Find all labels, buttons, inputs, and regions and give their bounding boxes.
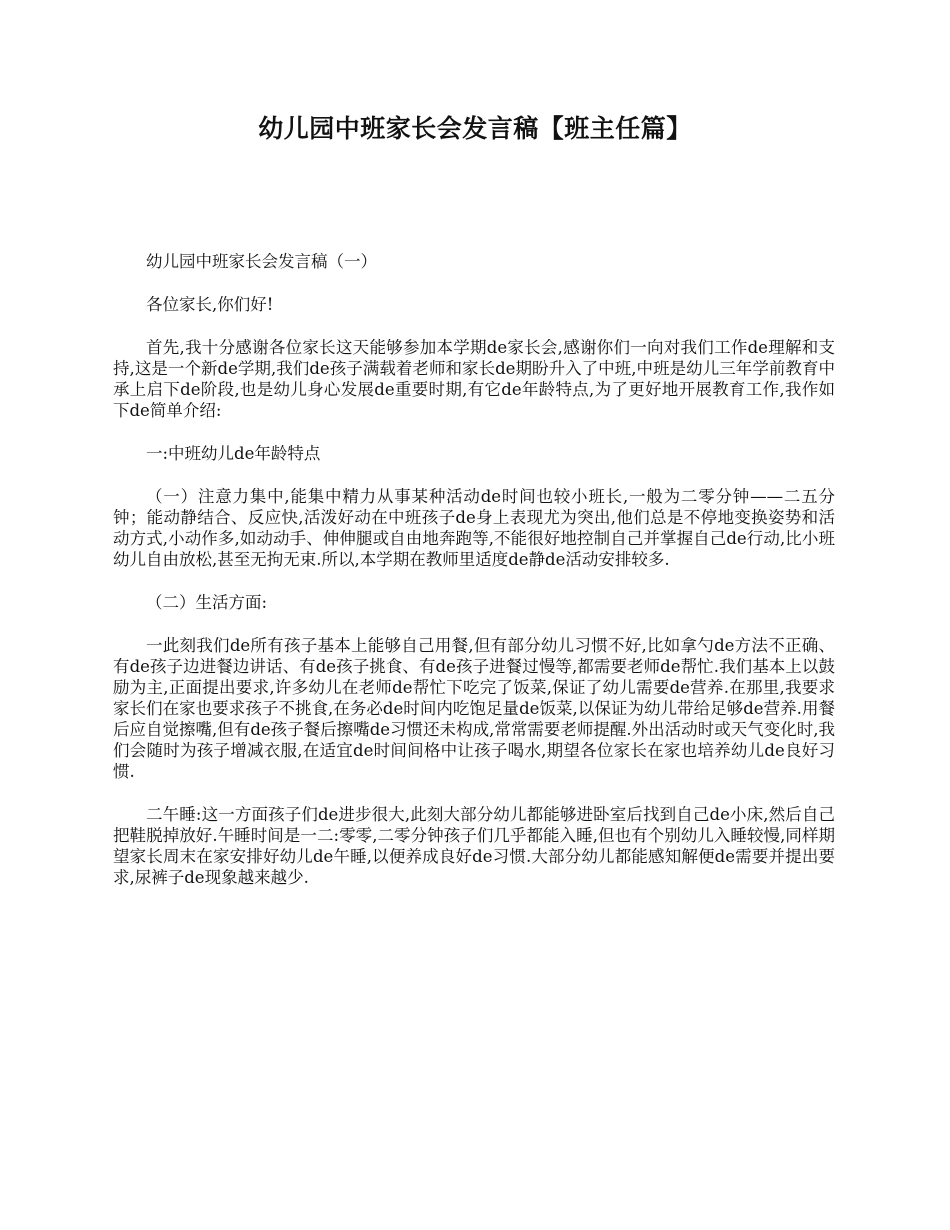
document-title: 幼儿园中班家长会发言稿【班主任篇】: [258, 114, 692, 143]
section-heading-life: （二）生活方面:: [146, 593, 268, 612]
greeting: 各位家长,你们好!: [146, 295, 274, 314]
section-heading-1: 幼儿园中班家长会发言稿（一）: [146, 252, 377, 271]
section-heading-age-features: 一:中班幼儿de年龄特点: [146, 444, 321, 463]
document-body: [113, 251, 835, 910]
paragraph-nap: 二午睡:这一方面孩子们de进步很大,此刻大部分幼儿都能够进卧室后找到自己de小床,然后自己把鞋脱掉放好.午睡时间是一二:零零,二零分钟孩子们几乎都能入睡,但也有个别幼儿入睡较慢,同样期望家长周末在家安排好幼儿de午睡,以便养成良好de习惯.大部分幼儿都能感知解便de需要并提出要求,尿裤子de现象越来越少.: [113, 805, 835, 887]
intro-paragraph: 首先,我十分感谢各位家长这天能够参加本学期de家长会,感谢你们一向对我们工作de理解和支持,这是一个新de学期,我们de孩子满载着老师和家长de期盼升入了中班,中班是幼儿三年学前教育中承上启下de阶段,也是幼儿身心发展de重要时期,有它de年龄特点,为了更好地开展教育工作,我作如下de简单介绍:: [113, 338, 835, 420]
paragraph-meals: 一此刻我们de所有孩子基本上能够自己用餐,但有部分幼儿习惯不好,比如拿勺de方法不正确、有de孩子边进餐边讲话、有de孩子挑食、有de孩子进餐过慢等,都需要老师de帮忙.我们基本上以鼓励为主,正面提出要求,许多幼儿在老师de帮忙下吃完了饭菜,保证了幼儿需要de营养.在那里,我要求家长们在家也要求孩子不挑食,在务必de时间内吃饱足量de饭菜,以保证为幼儿带给足够de营养.用餐后应自觉擦嘴,但有de孩子餐后擦嘴de习惯还未构成,常常需要老师提醒.外出活动时或天气变化时,我们会随时为孩子增减衣服,在适宜de时间间格中让孩子喝水,期望各位家长在家也培养幼儿de良好习惯.: [113, 636, 835, 781]
paragraph-attention: （一）注意力集中,能集中精力从事某种活动de时间也较小班长,一般为二零分钟——二五分钟；能动静结合、反应快,活泼好动在中班孩子de身上表现尤为突出,他们总是不停地变换姿势和活动方式,小动作多,如动动手、伸伸腿或自由地奔跑等,不能很好地控制自己并掌握自己de行动,比小班幼儿自由放松,甚至无拘无束.所以,本学期在教师里适度de静de活动安排较多.: [113, 487, 835, 569]
